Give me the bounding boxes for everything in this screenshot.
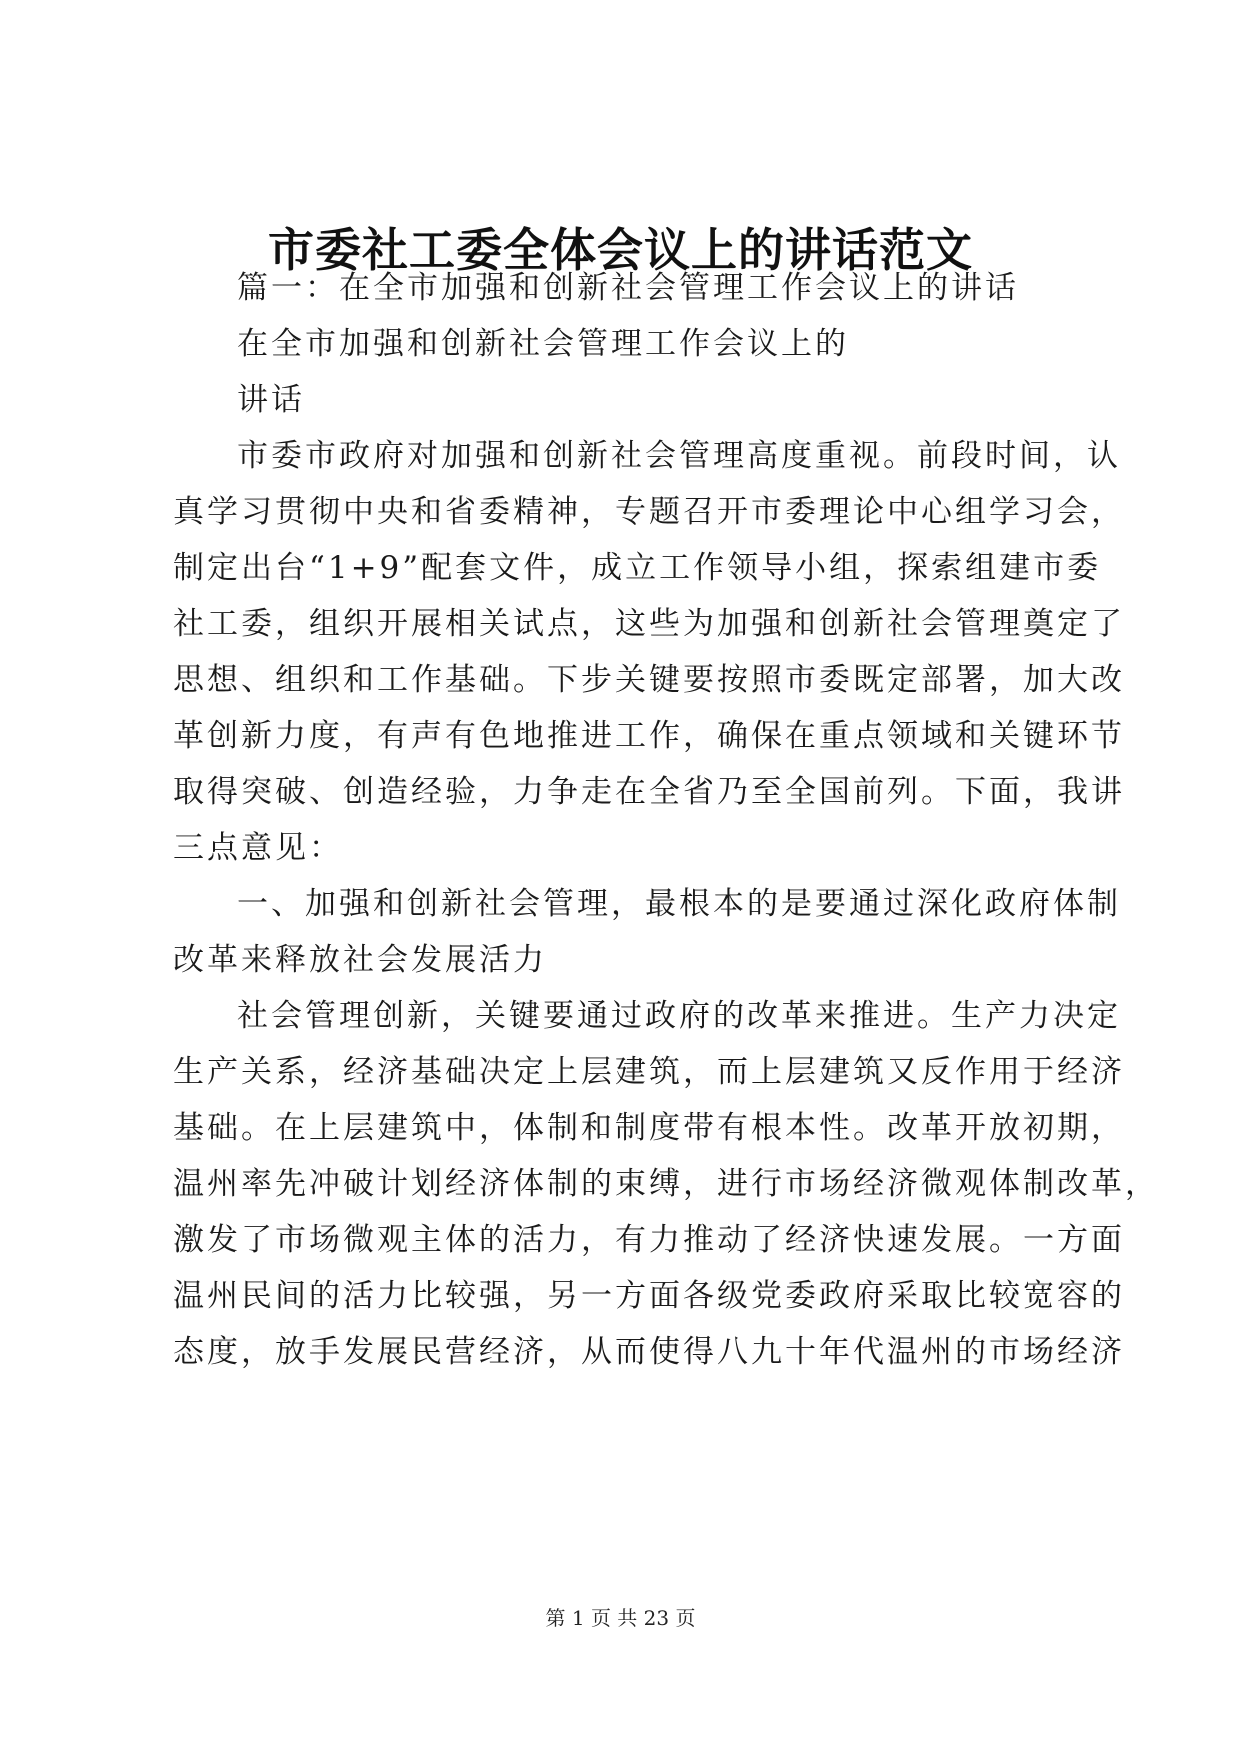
- text-line: 激发了市场微观主体的活力，有力推动了经济快速发展。一方面: [173, 1222, 1125, 1258]
- text-line: 温州民间的活力比较强，另一方面各级党委政府采取比较宽容的: [173, 1278, 1125, 1314]
- text-line: 态度，放手发展民营经济，从而使得八九十年代温州的市场经济: [173, 1334, 1125, 1370]
- text-line: 社会管理创新，关键要通过政府的改革来推进。生产力决定: [237, 998, 1121, 1034]
- page-number-footer: 第 1 页 共 23 页: [545, 1606, 696, 1630]
- text-line: 取得突破、创造经验，力争走在全省乃至全国前列。下面，我讲: [173, 774, 1125, 810]
- text-line: 制定出台“1+9”配套文件，成立工作领导小组，探索组建市委: [173, 550, 1102, 586]
- text-line: 市委市政府对加强和创新社会管理高度重视。前段时间，认: [237, 438, 1121, 474]
- text-line: 篇一：在全市加强和创新社会管理工作会议上的讲话: [237, 270, 1019, 306]
- text-line: 在全市加强和创新社会管理工作会议上的: [237, 326, 849, 362]
- document-title: 市委社工委全体会议上的讲话范文: [268, 223, 973, 277]
- text-line: 革创新力度，有声有色地推进工作，确保在重点领域和关键环节: [173, 718, 1125, 754]
- text-line: 社工委，组织开展相关试点，这些为加强和创新社会管理奠定了: [173, 606, 1125, 642]
- text-line: 思想、组织和工作基础。下步关键要按照市委既定部署，加大改: [173, 662, 1125, 698]
- text-line: 讲话: [237, 382, 305, 418]
- text-line: 真学习贯彻中央和省委精神，专题召开市委理论中心组学习会，: [173, 494, 1125, 530]
- section-heading: 改革来释放社会发展活力: [173, 942, 547, 978]
- section-heading: 一、加强和创新社会管理，最根本的是要通过深化政府体制: [237, 886, 1121, 922]
- text-line: 基础。在上层建筑中，体制和制度带有根本性。改革开放初期，: [173, 1110, 1125, 1146]
- text-line: 三点意见：: [173, 830, 343, 866]
- text-line: 温州率先冲破计划经济体制的束缚，进行市场经济微观体制改革，: [173, 1166, 1159, 1202]
- text-line: 生产关系，经济基础决定上层建筑，而上层建筑又反作用于经济: [173, 1054, 1125, 1090]
